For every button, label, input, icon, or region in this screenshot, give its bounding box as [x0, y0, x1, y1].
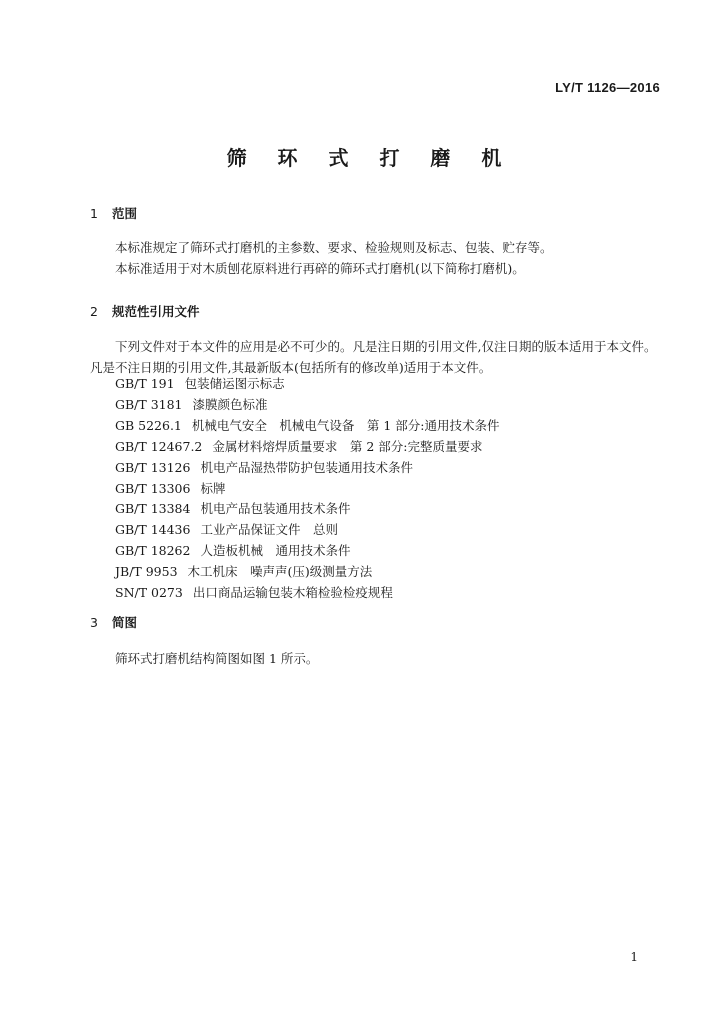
- reference-code: GB/T 191: [115, 376, 175, 391]
- reference-title: 人造板机械 通用技术条件: [200, 543, 351, 559]
- reference-item: [115, 458, 500, 479]
- section-number: 2: [90, 304, 98, 319]
- section-title: 规范性引用文件: [112, 304, 200, 319]
- reference-title: 包装储运图示标志: [184, 376, 285, 391]
- page-number: 1: [630, 950, 638, 964]
- reference-code: JB/T 9953: [115, 564, 178, 580]
- section-2-heading: [90, 302, 200, 320]
- standard-code: LY/T 1126—2016: [555, 80, 660, 95]
- reference-item: [115, 437, 500, 458]
- reference-code: GB/T 14436: [115, 522, 191, 538]
- reference-title: 机械电气安全 机械电气设备 第 1 部分:通用技术条件: [191, 417, 500, 433]
- reference-code: SN/T 0273: [115, 585, 183, 601]
- reference-item: [115, 562, 500, 583]
- section-title: 简图: [112, 615, 138, 630]
- reference-item: [115, 499, 500, 520]
- section-3-heading: [90, 613, 137, 631]
- reference-code: GB/T 13306: [115, 480, 191, 496]
- reference-title: 漆膜颜色标准: [192, 396, 268, 412]
- reference-code: GB/T 12467.2: [115, 438, 203, 454]
- section-1-body: [90, 237, 662, 279]
- section-number: 3: [90, 615, 98, 630]
- reference-code: GB/T 13384: [115, 501, 191, 517]
- section-3-body: [90, 648, 662, 669]
- section-1-heading: [90, 204, 137, 222]
- reference-title: 出口商品运输包装木箱检验检疫规程: [192, 585, 393, 601]
- reference-title: 机电产品湿热带防护包装通用技术条件: [200, 459, 413, 475]
- document-title: 筛 环 式 打 磨 机: [226, 146, 514, 170]
- paragraph: 本标准规定了筛环式打磨机的主参数、要求、检验规则及标志、包装、贮存等。: [115, 240, 553, 255]
- reference-title: 标牌: [200, 480, 226, 496]
- reference-code: GB/T 18262: [115, 543, 191, 559]
- section-number: 1: [90, 206, 98, 221]
- reference-item: [115, 374, 500, 395]
- paragraph: 下列文件对于本文件的应用是必不可少的。凡是注日期的引用文件,仅注日期的版本适用于本文件。凡是不注日期的引用文件,其最新版本(包括所有的修改单)适用于本文件。: [90, 339, 657, 375]
- reference-list: [115, 374, 500, 604]
- paragraph: 筛环式打磨机结构简图如图 1 所示。: [115, 651, 319, 666]
- paragraph: 本标准适用于对木质刨花原料进行再碎的筛环式打磨机(以下简称打磨机)。: [115, 261, 525, 276]
- section-title: 范围: [112, 206, 138, 221]
- reference-item: [115, 395, 500, 416]
- reference-title: 机电产品包装通用技术条件: [200, 501, 351, 517]
- reference-title: 工业产品保证文件 总则: [200, 522, 338, 538]
- reference-title: 木工机床 噪声声(压)级测量方法: [187, 564, 373, 580]
- reference-code: GB/T 3181: [115, 396, 183, 412]
- reference-code: GB 5226.1: [115, 417, 182, 433]
- section-2-body: [90, 336, 662, 378]
- reference-title: 金属材料熔焊质量要求 第 2 部分:完整质量要求: [212, 438, 483, 454]
- reference-item: [115, 479, 500, 500]
- reference-item: [115, 541, 500, 562]
- reference-item: [115, 416, 500, 437]
- reference-item: [115, 583, 500, 604]
- reference-item: [115, 520, 500, 541]
- reference-code: GB/T 13126: [115, 459, 191, 475]
